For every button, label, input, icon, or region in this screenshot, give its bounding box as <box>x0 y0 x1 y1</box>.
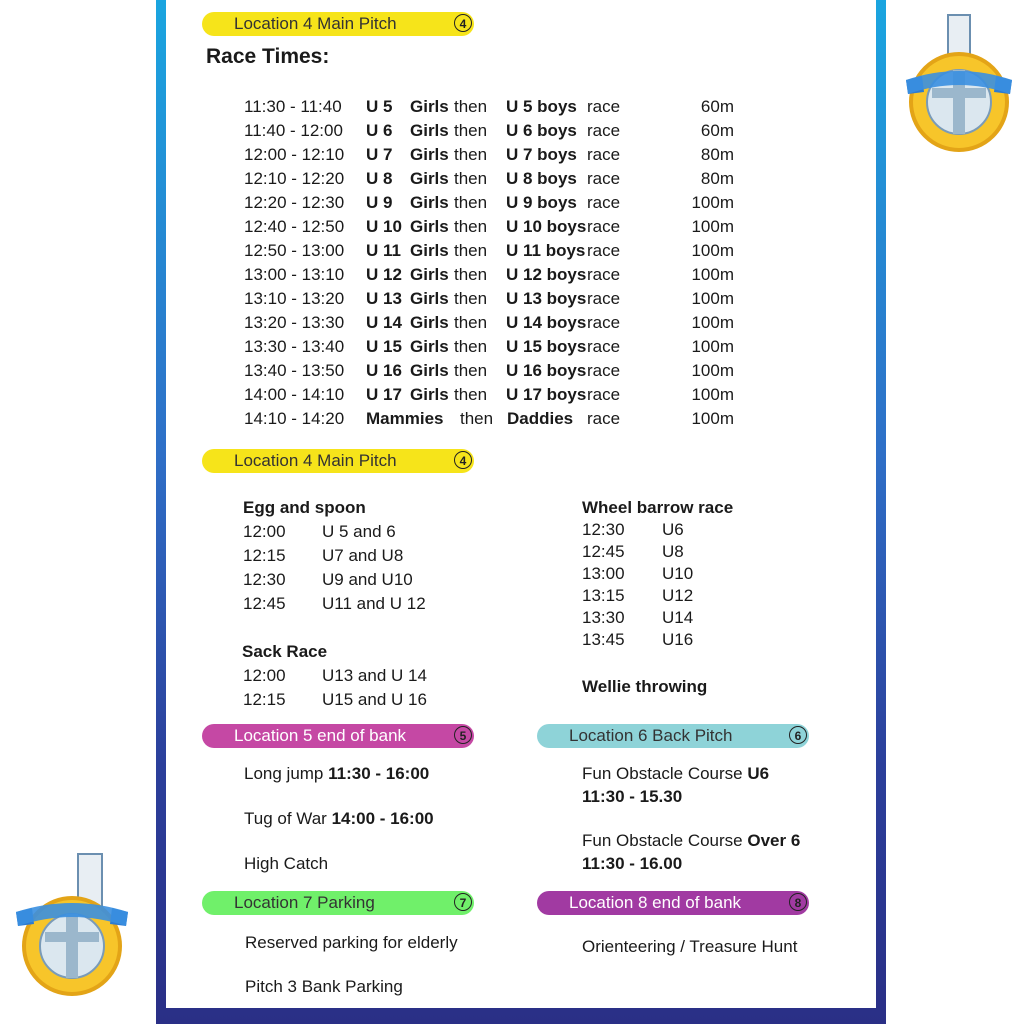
race-age-group: U 15 <box>366 337 402 356</box>
reserved-parking-text: Reserved parking for elderly <box>245 933 458 952</box>
fun-obstacle-group: Over 6 <box>747 831 801 850</box>
race-then: then <box>454 217 488 236</box>
pill-label: Location 7 Parking <box>234 893 375 912</box>
long-jump-time: 11:30 - 16:00 <box>328 764 430 783</box>
race-boys: U 14 boys <box>506 313 587 332</box>
race-time: 11:40 - 12:00 <box>244 121 343 140</box>
pill-label: Location 6 Back Pitch <box>569 726 733 745</box>
race-girls: Girls <box>410 265 449 284</box>
schedule-group: U14 <box>662 608 694 627</box>
race-time: 14:00 - 14:10 <box>244 385 345 404</box>
race-word: race <box>587 385 621 404</box>
race-boys: U 6 boys <box>506 121 577 140</box>
race-age-group: U 7 <box>366 145 393 164</box>
location-4-pill <box>202 449 474 473</box>
race-word: race <box>587 265 621 284</box>
schedule-time: 12:00 <box>243 522 286 541</box>
race-age-group: U 12 <box>366 265 402 284</box>
race-girls: Girls <box>410 289 449 308</box>
race-distance: 60m <box>700 121 734 140</box>
tug-of-war-text <box>244 809 434 829</box>
race-then: then <box>454 361 488 380</box>
race-word: race <box>587 289 621 308</box>
race-word: race <box>587 217 621 236</box>
schedule-group: U10 <box>662 564 694 583</box>
race-then: then <box>454 313 488 332</box>
race-age-group: U 14 <box>366 313 402 332</box>
pitch-3-parking-text: Pitch 3 Bank Parking <box>245 977 403 996</box>
race-distance: 100m <box>691 193 734 212</box>
race-time: 13:40 - 13:50 <box>244 361 345 380</box>
race-word: race <box>587 361 621 380</box>
race-then: then <box>454 337 488 356</box>
race-boys: U 11 boys <box>506 241 586 260</box>
location-5-pill <box>202 724 474 748</box>
race-boys: U 5 boys <box>506 97 577 116</box>
schedule-group: U16 <box>662 630 694 649</box>
schedule-time: 12:45 <box>582 542 625 561</box>
race-girls: Girls <box>410 361 449 380</box>
club-crest-logo-top-right <box>898 10 1020 160</box>
schedule-group: U13 and U 14 <box>322 666 427 685</box>
race-then: then <box>454 145 488 164</box>
race-time: 13:10 - 13:20 <box>244 289 345 308</box>
race-distance: 100m <box>691 289 734 308</box>
race-distance: 100m <box>691 313 734 332</box>
race-word: race <box>587 313 621 332</box>
fun-obstacle-group: U6 <box>747 764 770 783</box>
race-girls: Girls <box>410 241 449 260</box>
race-distance: 100m <box>691 217 734 236</box>
schedule-time: 12:30 <box>243 570 286 589</box>
location-8-pill <box>537 891 809 915</box>
race-word: race <box>587 169 621 188</box>
race-age-group: U 10 <box>366 217 402 236</box>
schedule-group: U6 <box>662 520 684 539</box>
club-crest-logo-bottom-left <box>10 852 134 1002</box>
race-girls: Girls <box>410 145 449 164</box>
location-7-pill <box>202 891 474 915</box>
race-girls: Girls <box>410 313 449 332</box>
race-word: race <box>587 337 621 356</box>
egg-and-spoon-title: Egg and spoon <box>243 498 366 517</box>
race-time: 13:30 - 13:40 <box>244 337 345 356</box>
race-word: race <box>587 121 621 140</box>
wellie-throwing-title: Wellie throwing <box>582 677 708 696</box>
pill-label: Location 4 Main Pitch <box>234 14 397 33</box>
race-time: 14:10 - 14:20 <box>244 409 345 428</box>
long-jump-label: Long jump <box>244 764 324 783</box>
race-girls: Girls <box>410 217 449 236</box>
race-then: then <box>460 409 494 428</box>
race-distance: 100m <box>691 265 734 284</box>
fun-obstacle-over6-time: 11:30 - 16.00 <box>582 854 683 873</box>
race-word: race <box>587 97 621 116</box>
race-distance: 100m <box>691 241 734 260</box>
location-number-badge: 7 <box>454 893 472 911</box>
race-word: race <box>587 241 621 260</box>
race-age-group: U 13 <box>366 289 402 308</box>
race-boys: U 7 boys <box>506 145 577 164</box>
location-6-pill <box>537 724 809 748</box>
location-number-badge: 6 <box>789 726 807 744</box>
race-boys: U 15 boys <box>506 337 587 356</box>
schedule-time: 12:45 <box>243 594 286 613</box>
race-time: 12:50 - 13:00 <box>244 241 345 260</box>
race-age-group: U 11 <box>366 241 401 260</box>
race-word: race <box>587 409 621 428</box>
schedule-time: 12:00 <box>243 666 286 685</box>
race-then: then <box>454 385 488 404</box>
sack-race-title: Sack Race <box>242 642 328 661</box>
race-then: then <box>454 169 488 188</box>
race-age-group: U 17 <box>366 385 402 404</box>
race-girls: Girls <box>410 97 449 116</box>
fun-obstacle-label: Fun Obstacle Course <box>582 764 743 783</box>
race-time: 12:40 - 12:50 <box>244 217 345 236</box>
race-then: then <box>454 289 488 308</box>
race-boys: U 17 boys <box>506 385 587 404</box>
race-age-group: U 5 <box>366 97 393 116</box>
location-number-badge: 8 <box>789 893 807 911</box>
high-catch-text: High Catch <box>244 854 329 873</box>
race-time: 12:00 - 12:10 <box>244 145 345 164</box>
schedule-time: 13:30 <box>582 608 625 627</box>
race-time: 13:00 - 13:10 <box>244 265 345 284</box>
location-number-badge: 5 <box>454 726 472 744</box>
long-jump-text <box>244 764 429 784</box>
race-times-title: Race Times: <box>206 45 330 68</box>
location-4-pill-top <box>202 12 474 36</box>
race-time: 11:30 - 11:40 <box>244 97 342 116</box>
location-number-badge: 4 <box>454 451 472 469</box>
pill-label: Location 5 end of bank <box>234 726 407 745</box>
fun-obstacle-over6 <box>582 831 800 851</box>
race-then: then <box>454 193 488 212</box>
schedule-time: 13:00 <box>582 564 625 583</box>
race-boys: U 10 boys <box>506 217 587 236</box>
schedule-group: U12 <box>662 586 694 605</box>
schedule-group: U7 and U8 <box>322 546 404 565</box>
tug-of-war-label: Tug of War <box>244 809 327 828</box>
schedule-time: 13:45 <box>582 630 625 649</box>
race-then: then <box>454 121 488 140</box>
race-boys: U 8 boys <box>506 169 577 188</box>
race-then: then <box>454 241 488 260</box>
race-time: 13:20 - 13:30 <box>244 313 345 332</box>
race-daddies: Daddies <box>507 409 574 428</box>
pill-label: Location 8 end of bank <box>569 893 742 912</box>
schedule-time: 12:15 <box>243 690 286 709</box>
race-age-group: U 6 <box>366 121 393 140</box>
schedule-time: 12:30 <box>582 520 625 539</box>
schedule-group: U 5 and 6 <box>322 522 396 541</box>
race-then: then <box>454 97 488 116</box>
schedule-group: U8 <box>662 542 684 561</box>
fun-obstacle-label: Fun Obstacle Course <box>582 831 743 850</box>
race-word: race <box>587 145 621 164</box>
race-girls: Girls <box>410 193 449 212</box>
fun-obstacle-u6-time: 11:30 - 15.30 <box>582 787 683 806</box>
race-girls: Girls <box>410 169 449 188</box>
schedule-group: U15 and U 16 <box>322 690 427 709</box>
race-boys: U 13 boys <box>506 289 587 308</box>
race-word: race <box>587 193 621 212</box>
schedule-group: U9 and U10 <box>322 570 413 589</box>
race-age-group: U 9 <box>366 193 393 212</box>
race-distance: 100m <box>691 337 734 356</box>
race-distance: 80m <box>700 169 734 188</box>
schedule-time: 13:15 <box>582 586 625 605</box>
race-distance: 100m <box>691 409 734 428</box>
schedule-time: 12:15 <box>243 546 286 565</box>
race-boys: U 12 boys <box>506 265 587 284</box>
race-boys: U 16 boys <box>506 361 587 380</box>
race-mammies: Mammies <box>366 409 444 428</box>
race-age-group: U 8 <box>366 169 393 188</box>
race-boys: U 9 boys <box>506 193 577 212</box>
race-girls: Girls <box>410 337 449 356</box>
race-distance: 60m <box>700 97 734 116</box>
race-distance: 80m <box>700 145 734 164</box>
tug-of-war-time: 14:00 - 16:00 <box>331 809 434 828</box>
location-number-badge: 4 <box>454 14 472 32</box>
race-distance: 100m <box>691 385 734 404</box>
race-girls: Girls <box>410 385 449 404</box>
schedule-group: U11 and U 12 <box>322 594 426 613</box>
race-time: 12:20 - 12:30 <box>244 193 345 212</box>
fun-obstacle-u6 <box>582 764 769 784</box>
orienteering-text: Orienteering / Treasure Hunt <box>582 937 798 956</box>
race-distance: 100m <box>691 361 734 380</box>
race-then: then <box>454 265 488 284</box>
pill-label: Location 4 Main Pitch <box>234 451 397 470</box>
race-age-group: U 16 <box>366 361 402 380</box>
race-girls: Girls <box>410 121 449 140</box>
race-time: 12:10 - 12:20 <box>244 169 345 188</box>
wheel-barrow-title: Wheel barrow race <box>582 498 734 517</box>
